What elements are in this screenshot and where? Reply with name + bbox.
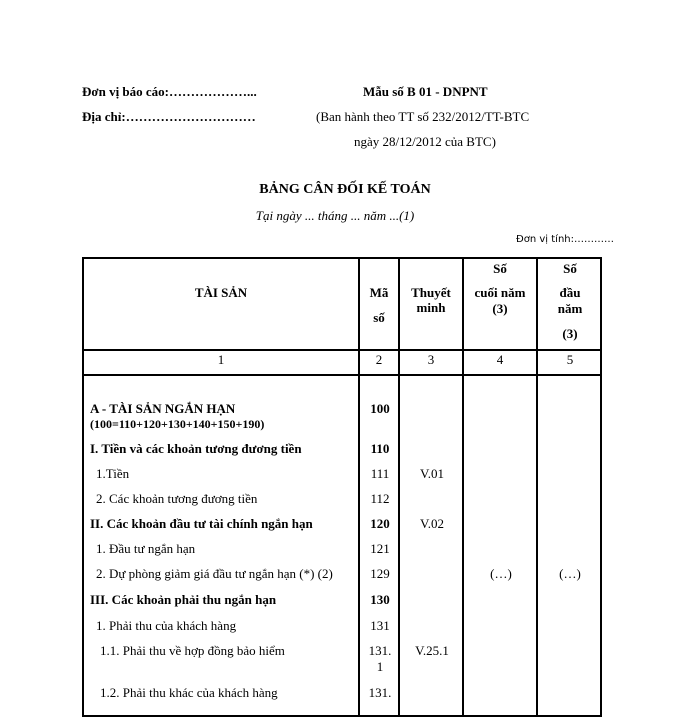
row-label: 1.2. Phải thu khác của khách hàng	[100, 685, 278, 700]
row-code: 121	[370, 541, 390, 556]
col-number: 2	[375, 352, 383, 367]
row-code: 100	[370, 401, 390, 416]
header-asset: TÀI SẢN	[194, 285, 248, 300]
issued-by-line2: ngày 28/12/2012 của BTC)	[354, 134, 496, 149]
row-label: 1.1. Phải thu về hợp đồng bảo hiểm	[100, 643, 285, 658]
header-end-line1: Số	[493, 261, 507, 276]
row-end-value: (…)	[490, 566, 512, 581]
row-code: 131	[370, 618, 390, 633]
row-note: V.01	[420, 466, 444, 481]
row-label: III. Các khoản phải thu ngắn hạn	[90, 592, 277, 607]
row-code: 110	[370, 441, 390, 456]
header-begin-line3: năm	[557, 301, 583, 316]
row-label: 1. Phải thu của khách hàng	[96, 618, 237, 633]
form-code: Mẫu số B 01 - DNPNT	[363, 84, 488, 99]
header-note-line2: minh	[416, 300, 446, 315]
header-end-line3: (3)	[492, 301, 508, 316]
row-code: 129	[370, 566, 390, 581]
currency-unit: Đơn vị tính:…………	[516, 234, 615, 245]
col-number: 3	[427, 352, 435, 367]
row-label: II. Các khoản đầu tư tài chính ngắn hạn	[90, 516, 313, 531]
header-note-line1: Thuyết	[411, 285, 451, 300]
row-code: 130	[370, 592, 390, 607]
row-label: 1. Đầu tư ngắn hạn	[96, 541, 196, 556]
row-label-formula: (100=110+120+130+140+150+190)	[90, 417, 265, 431]
col-number: 1	[217, 352, 225, 367]
row-begin-value: (…)	[559, 566, 581, 581]
header-begin-line4: (3)	[562, 326, 578, 341]
balance-sheet-table	[82, 257, 602, 717]
row-code-continued: 1	[376, 659, 384, 674]
address-label: Địa chỉ:…………………………	[82, 109, 256, 124]
row-code: 131.	[368, 643, 392, 658]
header-end-line2: cuối năm	[474, 285, 526, 300]
row-code: 131.	[368, 685, 392, 700]
header-begin-line2: đầu	[559, 285, 581, 300]
row-label: 1.Tiền	[96, 466, 130, 481]
col-number: 5	[566, 352, 574, 367]
row-label: 2. Các khoản tương đương tiền	[96, 491, 258, 506]
row-label: 2. Dự phòng giảm giá đầu tư ngắn hạn (*) (2)	[96, 566, 333, 581]
row-label: A - TÀI SẢN NGẮN HẠN	[90, 401, 236, 416]
reporting-unit-label: Đơn vị báo cáo:………………...	[82, 84, 257, 99]
header-begin-line1: Số	[563, 261, 577, 276]
row-code: 120	[370, 516, 390, 531]
row-code: 111	[370, 466, 390, 481]
issued-by-line1: (Ban hành theo TT số 232/2012/TT-BTC	[316, 109, 530, 124]
row-note: V.25.1	[415, 643, 449, 658]
row-note: V.02	[420, 516, 444, 531]
row-code: 112	[370, 491, 390, 506]
header-code-line2: số	[373, 310, 385, 325]
page-title: BẢNG CÂN ĐỐI KẾ TOÁN	[259, 182, 431, 197]
page-subtitle: Tại ngày ... tháng ... năm ...(1)	[255, 208, 415, 223]
header-code-line1: Mã	[369, 285, 389, 300]
col-number: 4	[496, 352, 504, 367]
row-label: I. Tiền và các khoản tương đương tiền	[90, 441, 302, 456]
